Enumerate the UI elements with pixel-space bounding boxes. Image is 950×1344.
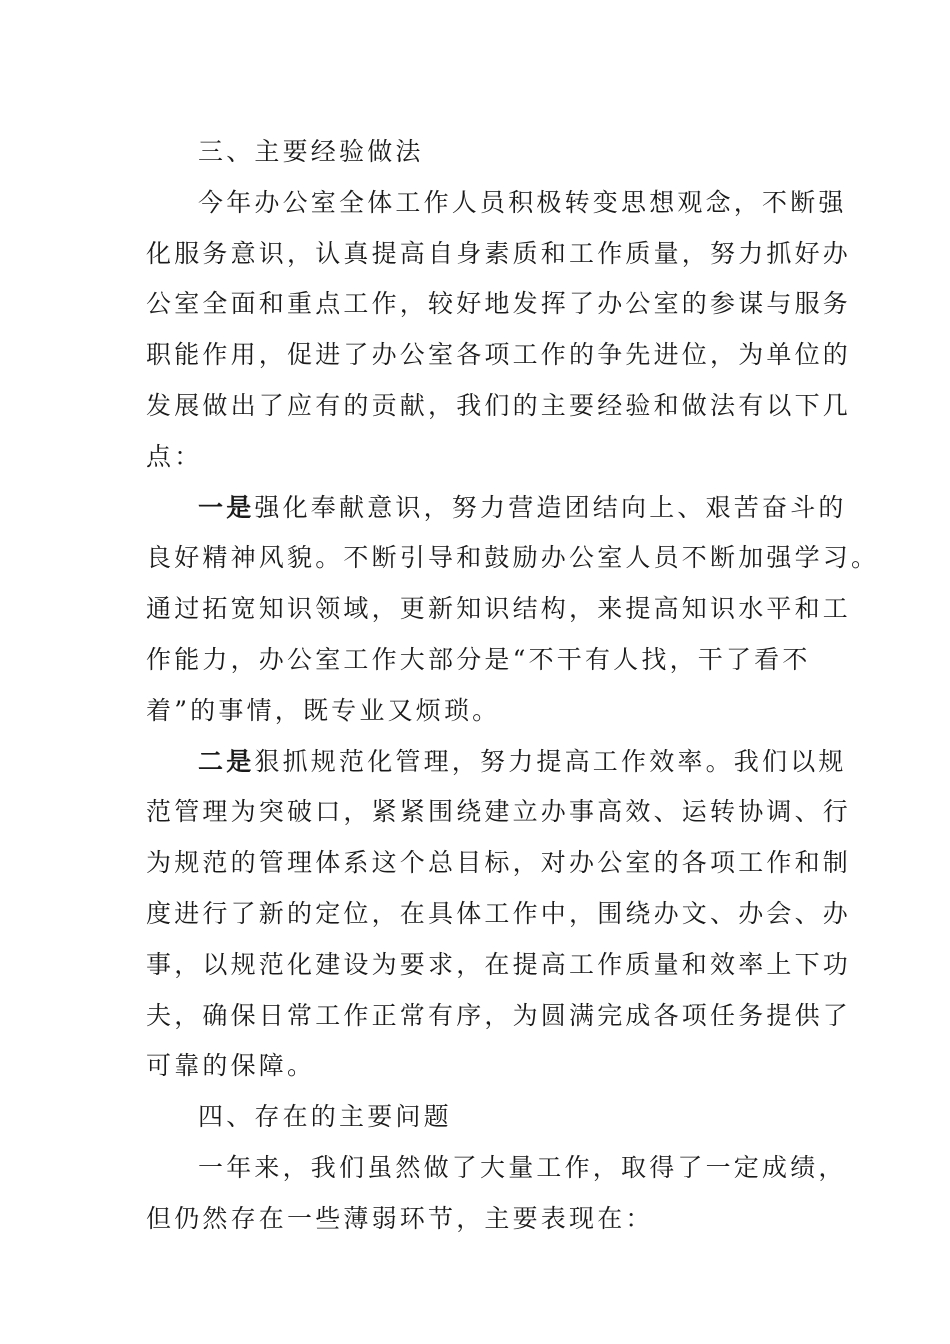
point-label: 一是 xyxy=(198,492,255,522)
text-line: 但仍然存在一些薄弱环节，主要表现在： xyxy=(146,1203,654,1233)
text-line: 一是强化奉献意识，努力营造团结向上、艰苦奋斗的 xyxy=(198,492,847,522)
text-line: 作能力，办公室工作大部分是“不干有人找，干了看不 xyxy=(146,644,811,674)
text-line: 良好精神风貌。不断引导和鼓励办公室人员不断加强学习。 xyxy=(146,543,880,573)
text-line: 今年办公室全体工作人员积极转变思想观念，不断强 xyxy=(198,187,847,217)
text-line: 点： xyxy=(146,441,203,471)
text-line: 通过拓宽知识领域，更新知识结构，来提高知识水平和工 xyxy=(146,594,852,624)
text-line: 夫，确保日常工作正常有序，为圆满完成各项任务提供了 xyxy=(146,1000,852,1030)
paragraph-point-one xyxy=(146,483,880,737)
text-line: 发展做出了应有的贡献，我们的主要经验和做法有以下几 xyxy=(146,390,852,420)
point-label: 二是 xyxy=(198,746,255,776)
text-line: 一年来，我们虽然做了大量工作，取得了一定成绩， xyxy=(198,1152,847,1182)
text-line: 为规范的管理体系这个总目标，对办公室的各项工作和制 xyxy=(146,848,852,878)
text-line: 二是狠抓规范化管理，努力提高工作效率。我们以规 xyxy=(198,746,847,776)
paragraph-intro xyxy=(146,178,852,483)
text-line: 度进行了新的定位，在具体工作中，围绕办文、办会、办 xyxy=(146,898,852,928)
section-heading-experience: 三、主要经验做法 xyxy=(198,137,424,166)
text-line: 化服务意识，认真提高自身素质和工作质量，努力抓好办 xyxy=(146,238,852,268)
text-line: 公室全面和重点工作，较好地发挥了办公室的参谋与服务 xyxy=(146,289,852,319)
paragraph-problems xyxy=(146,1143,847,1245)
text-line: 职能作用，促进了办公室各项工作的争先进位，为单位的 xyxy=(146,340,852,370)
text-line: 可靠的保障。 xyxy=(146,1051,316,1081)
section-heading-problems: 四、存在的主要问题 xyxy=(198,1102,452,1132)
text-line: 事，以规范化建设为要求，在提高工作质量和效率上下功 xyxy=(146,949,852,979)
text-line: 着”的事情，既专业又烦琐。 xyxy=(146,695,501,725)
document-body xyxy=(146,127,880,1245)
paragraph-point-two xyxy=(146,737,852,1093)
text-line: 范管理为突破口，紧紧围绕建立办事高效、运转协调、行 xyxy=(146,797,852,827)
